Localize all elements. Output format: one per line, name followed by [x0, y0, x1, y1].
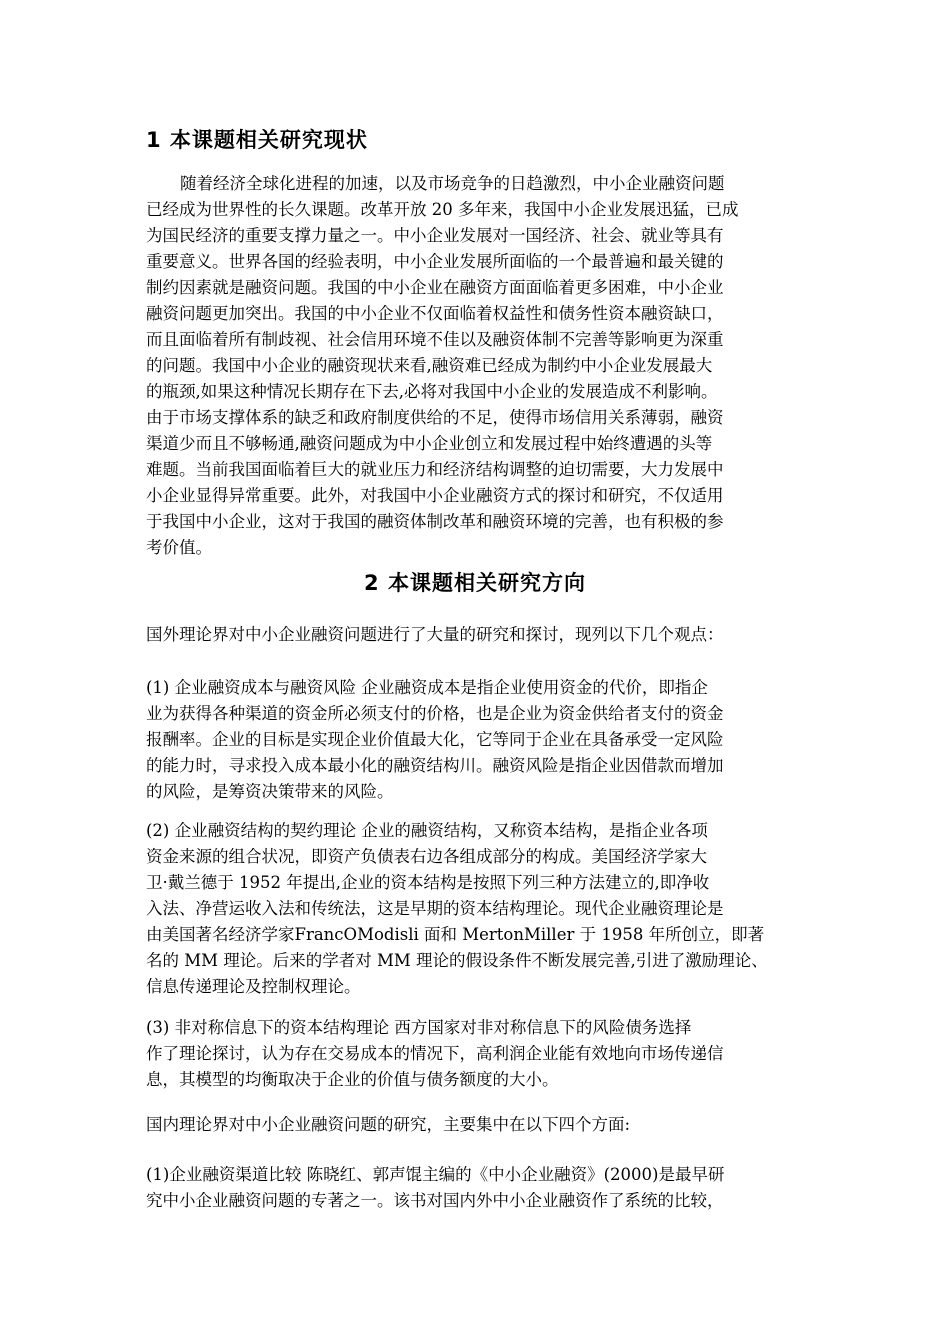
point-2-paragraph [146, 818, 810, 1000]
text-line: 报酬率。企业的目标是实现企业价值最大化，它等同于企业在具备承受一定风险 [146, 730, 724, 749]
section-1-heading: 1 本课题相关研究现状 [146, 128, 368, 152]
text-line: 作了理论探讨，认为存在交易成本的情况下，高利润企业能有效地向市场传递信 [146, 1044, 724, 1063]
text-line: (1) 企业融资成本与融资风险 企业融资成本是指企业使用资金的代价，即指企 [146, 678, 708, 697]
text-line: 信息传递理论及控制权理论。 [146, 977, 361, 996]
text-line: 卫·戴兰德于 1952 年提出,企业的资本结构是按照下列三种方法建立的,即净收 [146, 873, 710, 892]
text-line: 由于市场支撑体系的缺乏和政府制度供给的不足，使得市场信用关系薄弱，融资 [146, 408, 724, 427]
text-line: 随着经济全球化进程的加速，以及市场竞争的日趋激烈，中小企业融资问题 [180, 174, 725, 193]
text-line: 业为获得各种渠道的资金所必须支付的价格，也是企业为资金供给者支付的资金 [146, 704, 724, 723]
text-line: 为国民经济的重要支撑力量之一。中小企业发展对一国经济、社会、就业等具有 [146, 226, 724, 245]
text-line: 已经成为世界性的长久课题。改革开放 20 多年来，我国中小企业发展迅猛，已成 [146, 200, 739, 219]
point-3-paragraph [146, 1015, 810, 1093]
text-line: 考价值。 [146, 538, 212, 557]
point-1-paragraph [146, 675, 810, 805]
text-line: 入法、净营运收入法和传统法，这是早期的资本结构理论。现代企业融资理论是 [146, 899, 724, 918]
text-line: 究中小企业融资问题的专著之一。该书对国内外中小企业融资作了系统的比较， [146, 1191, 724, 1210]
text-line: 小企业显得异常重要。此外，对我国中小企业融资方式的探讨和研究，不仅适用 [146, 486, 724, 505]
text-line: 于我国中小企业，这对于我国的融资体制改革和融资环境的完善，也有积极的参 [146, 512, 724, 531]
section-1-body [146, 171, 810, 561]
section-2-heading: 2 本课题相关研究方向 [364, 571, 586, 595]
text-line: 的瓶颈,如果这种情况长期存在下去,必将对我国中小企业的发展造成不利影响。 [146, 382, 718, 401]
text-line: (2) 企业融资结构的契约理论 企业的融资结构，又称资本结构，是指企业各项 [146, 821, 708, 840]
text-line: 由美国著名经济学家FrancOModisli 面和 MertonMiller 于 1958 年所创立，即著 [146, 925, 765, 944]
text-line: 重要意义。世界各国的经验表明，中小企业发展所面临的一个最普遍和最关键的 [146, 252, 724, 271]
text-line: 名的 MM 理论。后来的学者对 MM 理论的假设条件不断发展完善,引进了激励理论、 [146, 951, 768, 970]
text-line: 资金来源的组合状况，即资产负债表右边各组成部分的构成。美国经济学家大 [146, 847, 707, 866]
text-line: 国外理论界对中小企业融资问题进行了大量的研究和探讨，现列以下几个观点： [146, 625, 724, 644]
text-line: 渠道少而且不够畅通,融资问题成为中小企业创立和发展过程中始终遭遇的头等 [146, 434, 713, 453]
text-line: 融资问题更加突出。我国的中小企业不仅面临着权益性和债务性资本融资缺口， [146, 304, 724, 323]
text-line: 的问题。我国中小企业的融资现状来看,融资难已经成为制约中小企业发展最大 [146, 356, 713, 375]
foreign-research-intro [146, 622, 810, 648]
domestic-point-1-paragraph [146, 1162, 810, 1214]
text-line: 息，其模型的均衡取决于企业的价值与债务额度的大小。 [146, 1070, 559, 1089]
text-line: 的能力时，寻求投入成本最小化的融资结构川。融资风险是指企业因借款而增加 [146, 756, 724, 775]
text-line: 制约因素就是融资问题。我国的中小企业在融资方面面临着更多困难，中小企业 [146, 278, 724, 297]
domestic-research-intro [146, 1112, 810, 1138]
text-line: (3) 非对称信息下的资本结构理论 西方国家对非对称信息下的风险债务选择 [146, 1018, 692, 1037]
text-line: 国内理论界对中小企业融资问题的研究，主要集中在以下四个方面: [146, 1115, 631, 1134]
text-line: (1)企业融资渠道比较 陈晓红、郭声馄主编的《中小企业融资》(2000)是最早研 [146, 1165, 725, 1184]
text-line: 难题。当前我国面临着巨大的就业压力和经济结构调整的迫切需要，大力发展中 [146, 460, 724, 479]
text-line: 的风险，是筹资决策带来的风险。 [146, 782, 394, 801]
text-line: 而且面临着所有制歧视、社会信用环境不佳以及融资体制不完善等影响更为深重 [146, 330, 724, 349]
